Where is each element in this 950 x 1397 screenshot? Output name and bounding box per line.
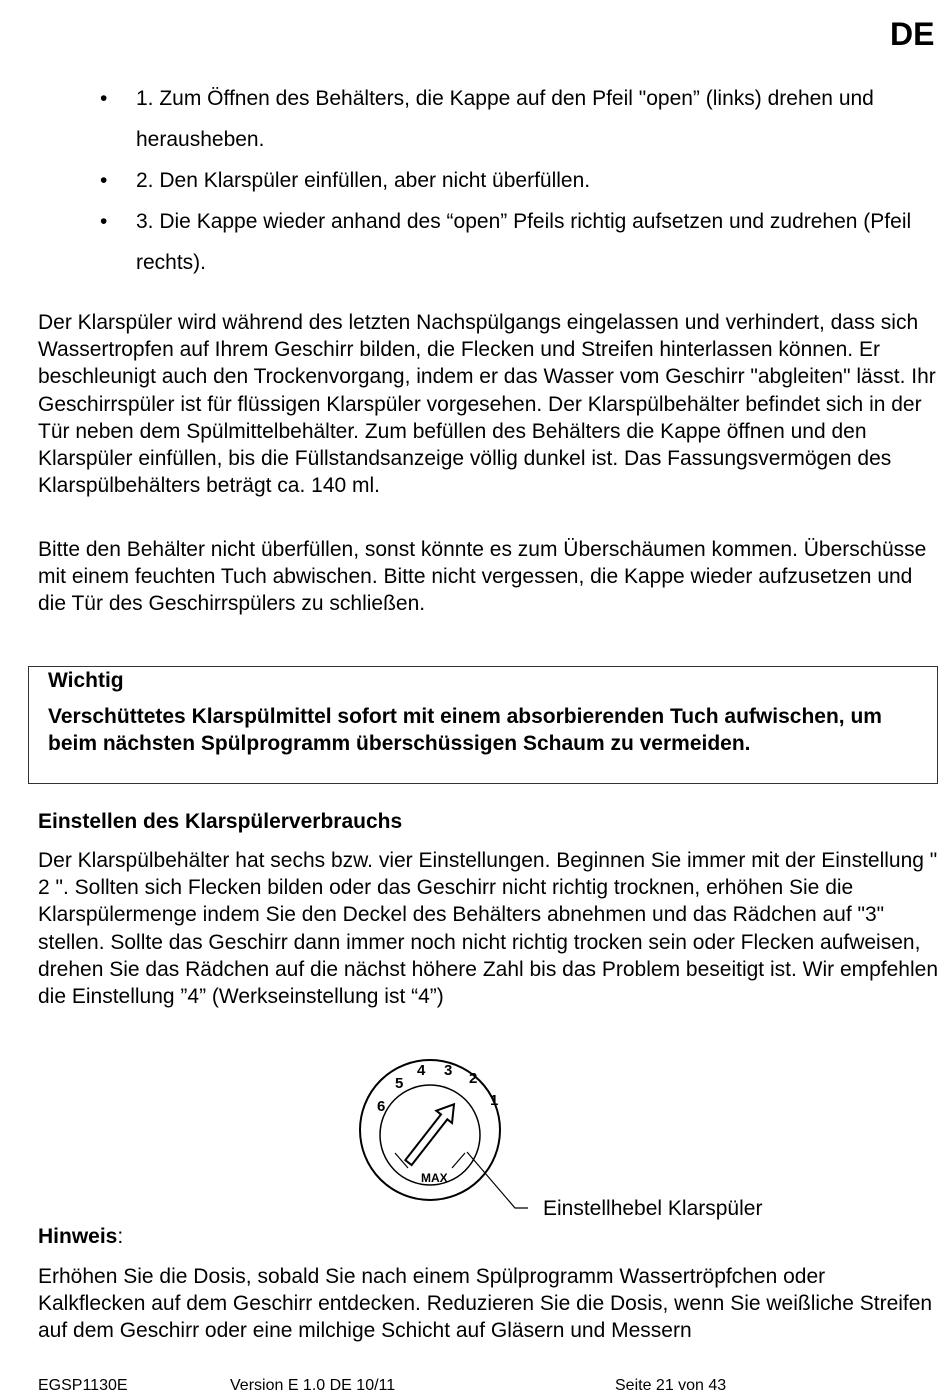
dial-arrow-icon <box>401 1098 462 1169</box>
footer-page: Seite 21 von 43 <box>615 1377 727 1394</box>
important-title: Wichtig <box>48 669 124 692</box>
overfill-paragraph: Bitte den Behälter nicht überfüllen, sonst könnte es zum Überschäumen kommen. Überschüsse mit einem feuchten Tuch abwischen. Bitte nicht vergessen, die Kappe wieder aufzusetzen und die Tür des Geschirrspülers zu schließen. <box>38 538 927 616</box>
note-label-text: Hinweis <box>38 1225 118 1248</box>
note-label <box>38 1223 123 1250</box>
footer-version: Version E 1.0 DE 10/11 <box>230 1377 396 1394</box>
dial-number-6: 6 <box>377 1098 386 1115</box>
settings-paragraph: Der Klarspülbehälter hat sechs bzw. vier Einstellungen. Beginnen Sie immer mit der Einstellung " 2 ". Sollten sich Flecken bilden oder das Geschirr nicht richtig trocknen, erhöhen Sie die Klarspülermenge indem Sie den Deckel des Behälters abnehmen und das Rädchen auf "3" stellen. Sollte das Geschirr dann immer noch nicht richtig trocken sein oder Flecken aufweisen, drehen Sie das Rädchen auf die nächst höhere Zahl bis das Problem beseitigt ist. Wir empfehlen die Einstellung ”4” (Werkseinstellung ist “4”) <box>38 849 939 1009</box>
language-code: DE <box>890 16 935 52</box>
dial-number-5: 5 <box>395 1075 404 1092</box>
dial-number-4: 4 <box>417 1062 426 1079</box>
dial-inner-ring <box>380 1085 480 1185</box>
important-text: Verschüttetes Klarspülmittel sofort mit einem absorbierenden Tuch aufwischen, um beim nächsten Spülprogramm überschüssigen Schaum zu vermeiden. <box>48 705 882 756</box>
dial-number-3: 3 <box>444 1062 453 1079</box>
step-item: • 1. Zum Öffnen des Behälters, die Kappe auf den Pfeil "open” (links) drehen und herausheben. <box>100 78 930 160</box>
dial-tick-right <box>452 1153 465 1168</box>
step-item: • 3. Die Kappe wieder anhand des “open” Pfeils richtig aufsetzen und zudrehen (Pfeil rechts). <box>100 201 930 283</box>
important-box <box>28 666 938 784</box>
dial-pointer-line <box>467 1152 528 1208</box>
step-item: • 2. Den Klarspüler einfüllen, aber nicht überfüllen. <box>100 160 930 201</box>
rinse-aid-paragraph: Der Klarspüler wird während des letzten Nachspülgangs eingelassen und verhindert, dass sich Wassertropfen auf Ihrem Geschirr bilden, die Flecken und Streifen hinterlassen können. Er beschleunigt auch den Trockenvorgang, indem er das Wasser vom Geschirr "abgleiten" lässt. Ihr Geschirrspüler ist für flüssigen Klarspüler vorgesehen. Der Klarspülbehälter befindet sich in der Tür neben dem Spülmittelbehälter. Zum befüllen des Behälters die Kappe öffnen und den Klarspüler einfüllen, bis die Füllstandsanzeige völlig dunkel ist. Das Fassungsvermögen des Klarspülbehälters beträgt ca. 140 ml. <box>38 311 936 498</box>
dial-max-label: MAX <box>421 1171 448 1185</box>
dial-caption: Einstellhebel Klarspüler <box>543 1197 763 1220</box>
footer-model: EGSP1130E <box>38 1377 128 1394</box>
rinse-aid-dial-illustration <box>340 1050 540 1225</box>
note-label-colon: : <box>117 1225 124 1248</box>
note-paragraph: Erhöhen Sie die Dosis, sobald Sie nach einem Spülprogramm Wassertröpfchen oder Kalkflecken auf dem Geschirr entdecken. Reduzieren Sie die Dosis, wenn Sie weißliche Streifen auf dem Geschirr oder eine milchige Schicht auf Gläsern und Messern <box>38 1265 933 1343</box>
section-heading: Einstellen des Klarspülerverbrauchs <box>38 810 403 833</box>
step-list <box>100 78 930 283</box>
dial-number-2: 2 <box>469 1070 478 1087</box>
dial-number-1: 1 <box>490 1092 499 1109</box>
